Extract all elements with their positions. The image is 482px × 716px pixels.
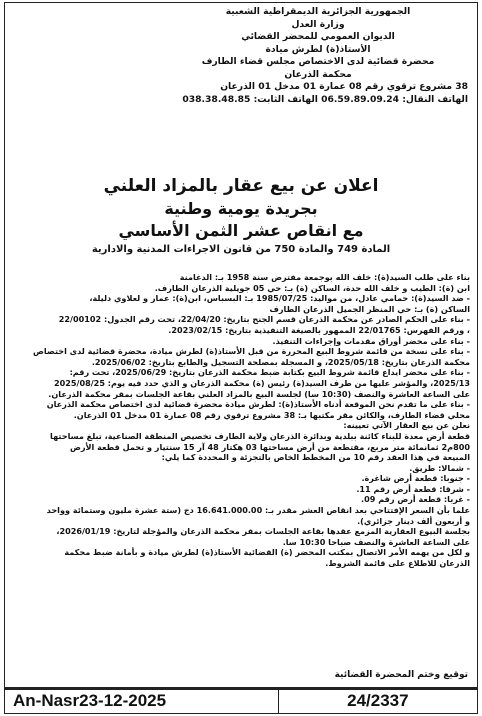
body-line: - ضد السيد(ة): حمامي عادل، من مواليد: 1985/07/25 بـ: البسباس، ابن(ة): عمار و لعلاوي دليلة، <box>89 293 470 304</box>
body-line: نعلن عن بيع العقار الآتي تعيينه: <box>343 420 470 431</box>
notice-body <box>10 272 470 569</box>
publication-footer <box>4 687 478 714</box>
body-line: - شمالا: طريق. <box>409 462 470 473</box>
body-line: ، ورقم الفهرس: 22/01765 الممهور بالصيغة التنفيذية بتاريخ: 2023/02/15. <box>168 324 470 335</box>
header-address: 38 مشروع ترقوي رقم 08 عمارة 01 مدخل 01 الذرعان <box>220 81 468 92</box>
header-line: محكمة الذرعان <box>284 68 352 80</box>
title-line-3: مع انقاص عشر الثمن الأساسي <box>118 221 364 240</box>
body-line: 800م2 ثمانمائة متر مربع، مقتطعة من أرض مساحتها 03 هكتار 48 آر 15 سنتيار و تحمل قطعة الأرض <box>69 441 470 452</box>
title-legal-reference: المادة 749 والمادة 750 من قانون الاجراءات المدنية والادارية <box>91 244 391 255</box>
header-line: محضرة قضائية لدى الاختصاص مجلس قضاء الطارف <box>201 56 435 67</box>
title-line-1: اعلان عن بيع عقار بالمزاد العلني <box>103 176 379 196</box>
body-line: الذرعان للاطلاع على قائمة الشروط. <box>325 558 470 569</box>
body-line: و لكل من يهمه الأمر الاتصال بمكتب المحضر (ة) القضائية الأستاذ(ة) لطرش ميادة و بأمانة ضبط محكمة <box>64 547 470 558</box>
header-line: الديوان العمومي للمحضر القضائي <box>241 31 395 42</box>
body-line: بناء على طلب السيد(ة): خلف الله بوجمعة مفترض سنة 1958 بـ: الدغامنة <box>179 272 470 282</box>
header-line: الأستاذ(ة) لطرش ميادة <box>265 43 371 55</box>
header-line: الجمهورية الجزائرية الديمقراطية الشعبية <box>225 6 411 17</box>
signature-line: توقيع وختم المحضرة القضائية <box>334 670 468 680</box>
notice-header <box>168 6 468 106</box>
body-line: قطعة أرض معدة للبناء كائنة ببلدية وبدائرة الذرعان ولاية الطارف تخصيص المنطقة الصناعية، تبلغ مساحتها <box>50 430 470 441</box>
title-line-2: بجريدة يومية وطنية <box>164 199 318 218</box>
body-line: - بناء على محضر أوراق مقدمات وإجراءات التنفيذ. <box>272 335 470 346</box>
body-line: الساكن (ة) بـ: حي المنظر الجميل الذرعان الطارف <box>269 303 470 314</box>
body-line: و أربعون ألف دينار جزائري). <box>357 515 470 526</box>
header-phones: الهاتف النقال: 06.59.89.09.24 الهاتف الثابت: 038.38.48.85 <box>182 93 468 105</box>
body-line: محكمة الذرعان بتاريخ: 2025/05/18، و المسجلة بمصلحة التسجيل والطابع بتاريخ: 2025/06/02. <box>91 356 470 367</box>
body-line: على الساعة العاشرة والنصف صباحا 10:30 سا. <box>282 536 470 547</box>
body-line: - بناء على ما تقدم نحن الموقعة أدناه الأستاذ(ة): لطرش ميادة محضرة قضائية لدى اختصاص محكمة الذرعان <box>46 399 470 410</box>
body-line: محلي قضاء الطارف، والكائن مقر مكتبها بـ: 38 مشروع ترقوي رقم 08 عمارة 01 مدخل 01 الذرعان. <box>73 409 470 420</box>
body-line: المبيعة في هذا العقد رقم 10 من المخطط الخاص بالتجزئة و المحددة كما يلي: <box>161 452 470 463</box>
header-line: وزارة العدل <box>291 18 345 30</box>
body-line: ابن (ة): الطيب و خلف الله حدة، الساكن (ة) بـ: حي 05 جويلية الذرعان الطارف. <box>154 282 470 293</box>
body-line: - بناء على نسخة من قائمة شروط البيع المحررة من قبل الأستاذ(ة) لطرش ميادة، محضرة قضائية لدى اختصاص <box>33 346 470 357</box>
body-line: 2025/13، والمؤشر عليها من طرف السيد(ة) رئيس (ة) محكمة الذرعان و الذي حدد فيه يوم: 2025/08/25 <box>53 377 470 388</box>
notice-title <box>0 174 482 257</box>
body-line: - شرقا: قطعة أرض رقم 11. <box>356 483 470 494</box>
notice-number: 24/2337 <box>347 691 409 710</box>
body-line: - بناء على محضر ايداع قائمة شروط البيع بكتابة ضبط محكمة الذرعان بتاريخ: 2025/06/29، تحت رقم: <box>69 367 470 378</box>
body-line: - غربا: قطعة أرض رقم 09. <box>361 494 470 505</box>
newspaper-date: An-Nasr23-12-2025 <box>5 689 279 713</box>
body-line: - جنوبا: قطعة أرض شاغرة. <box>361 473 470 484</box>
body-line: بجلسة البيوع العقارية المزمع عقدها بقاعة الجلسات بمقر محكمة الذرعان والمؤجلة لتاريخ: 2026/01/19، <box>56 526 470 537</box>
body-line: على الساعة العاشرة والنصف (10:30 سا) لجلسة البيع بالمزاد العلني بقاعة الجلسات بمقر محكمة الذرعان. <box>48 388 470 399</box>
body-line: - بناء على الحكم الصادر عن محكمة الذرعان قسم الجنح بتاريخ: 22/04/20، تحت رقم الجدول: 22/00102 <box>58 314 470 325</box>
body-line: علما بأن السعر الإفتتاحي بعد انقاص العشر مقدر بـ: 16.641.000.00 دج (ستة عشرة مليون وستمائة وواحد <box>46 505 470 516</box>
